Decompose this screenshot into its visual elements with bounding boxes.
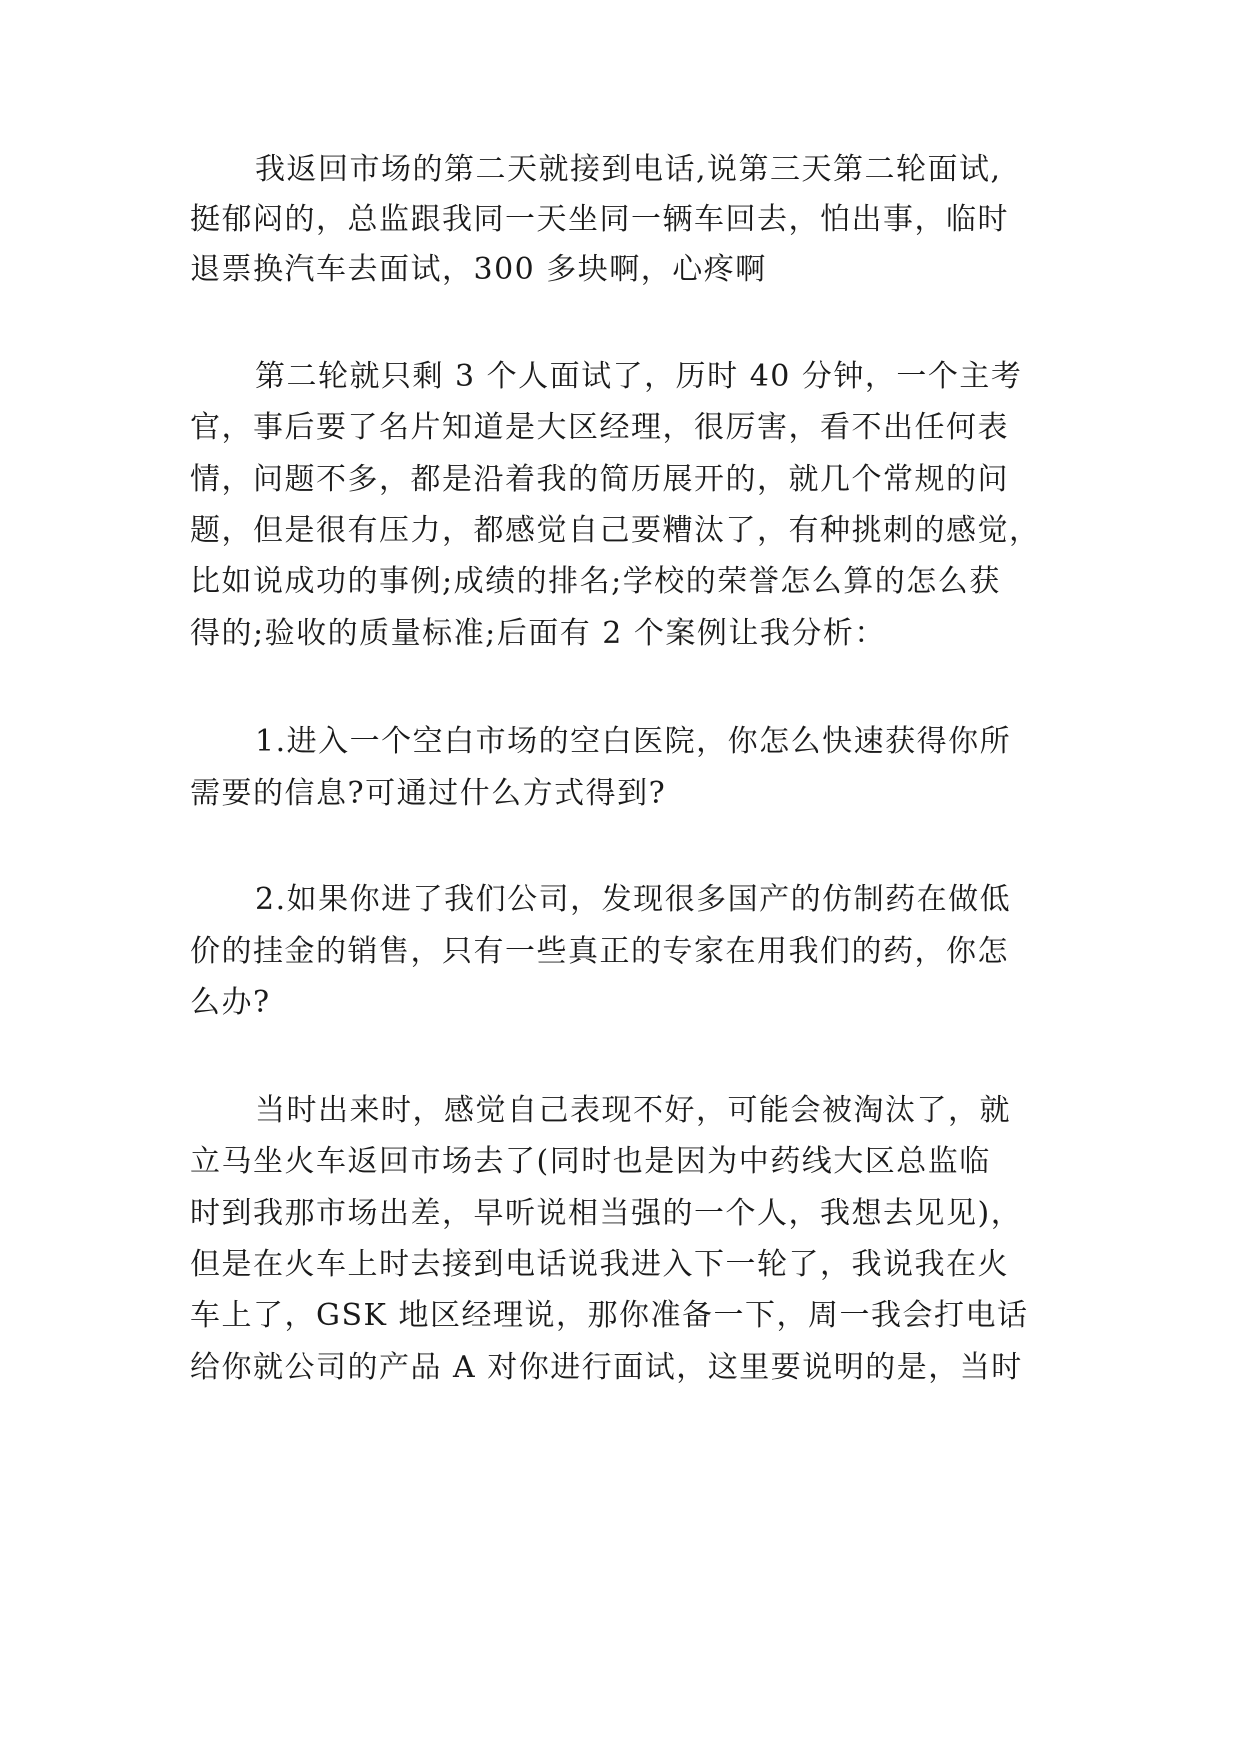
paragraph-2-line-4: 题，但是很有压力，都感觉自己要糟汰了，有种挑刺的感觉， [190, 513, 1041, 548]
question-2-line-3: 么办? [190, 985, 271, 1020]
question-2-line-2: 价的挂金的销售，只有一些真正的专家在用我们的药，你怎 [190, 934, 1009, 969]
question-1-line-2: 需要的信息?可通过什么方式得到? [190, 776, 667, 811]
paragraph-3-line-2: 立马坐火车返回市场去了(同时也是因为中药线大区总监临 [190, 1144, 991, 1179]
paragraph-2-line-5: 比如说成功的事例;成绩的排名;学校的荣誉怎么算的怎么获 [190, 564, 1001, 599]
paragraph-3-line-6: 给你就公司的产品 A 对你进行面试，这里要说明的是，当时 [190, 1350, 1023, 1385]
paragraph-3-line-3: 时到我那市场出差，早听说相当强的一个人，我想去见见)， [190, 1196, 1023, 1231]
paragraph-1-line-1: 我返回市场的第二天就接到电话,说第三天第二轮面试, [255, 152, 1002, 187]
paragraph-3-line-1: 当时出来时，感觉自己表现不好，可能会被淘汰了，就 [255, 1093, 1011, 1128]
paragraph-2-line-6: 得的;验收的质量标准;后面有 2 个案例让我分析： [190, 616, 886, 651]
question-2-line-1: 2.如果你进了我们公司，发现很多国产的仿制药在做低 [255, 882, 1012, 917]
paragraph-3-line-5: 车上了，GSK 地区经理说，那你准备一下，周一我会打电话 [190, 1298, 1029, 1333]
paragraph-2-line-1: 第二轮就只剩 3 个人面试了，历时 40 分钟，一个主考 [255, 359, 1023, 394]
paragraph-2-line-2: 官，事后要了名片知道是大区经理，很厉害，看不出任何表 [190, 410, 1009, 445]
paragraph-3-line-4: 但是在火车上时去接到电话说我进入下一轮了，我说我在火 [190, 1247, 1009, 1282]
paragraph-2-line-3: 情，问题不多，都是沿着我的简历展开的，就几个常规的问 [190, 462, 1009, 497]
paragraph-1-line-2: 挺郁闷的，总监跟我同一天坐同一辆车回去，怕出事，临时 [190, 202, 1009, 237]
question-1-line-1: 1.进入一个空白市场的空白医院，你怎么快速获得你所 [255, 724, 1012, 759]
paragraph-1-line-3: 退票换汽车去面试，300 多块啊，心疼啊 [190, 252, 767, 287]
